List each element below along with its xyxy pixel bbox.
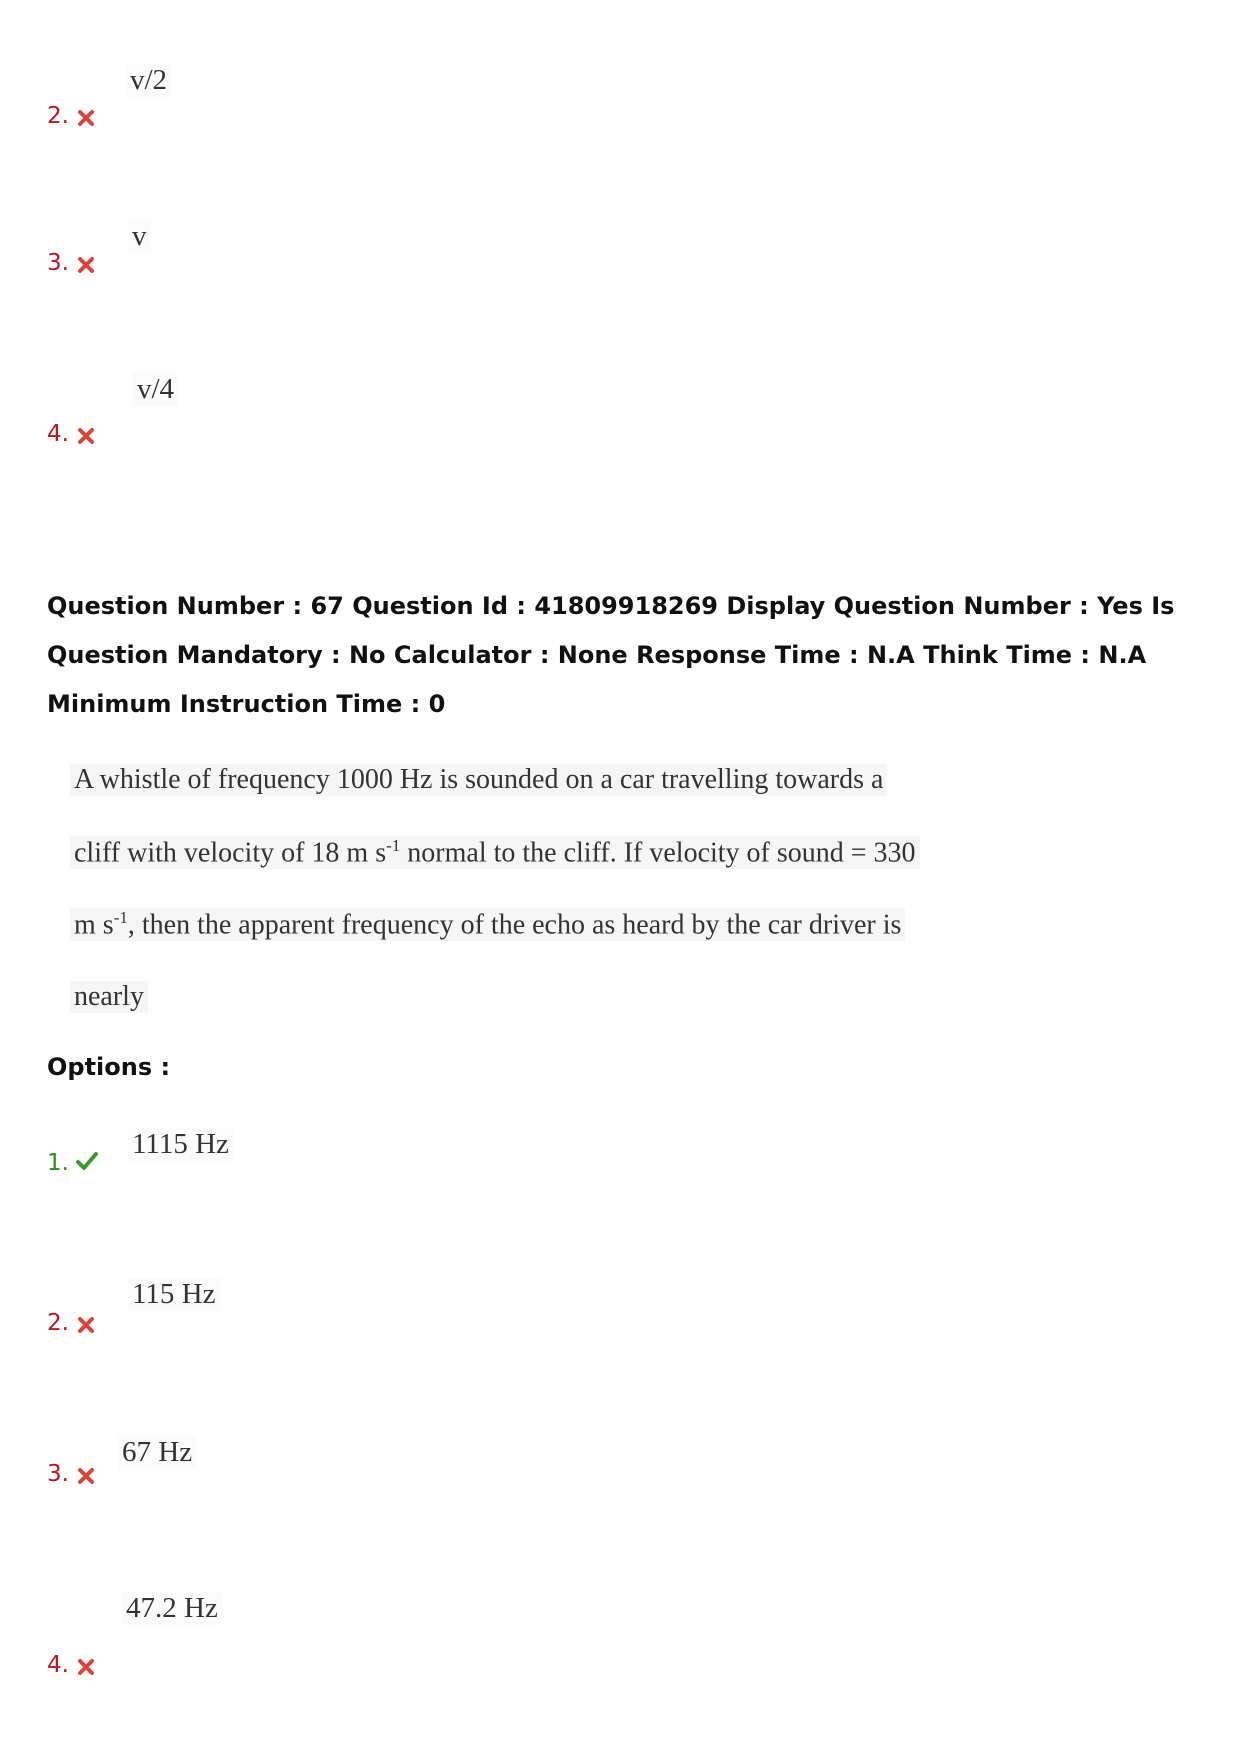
option-value: 1115 Hz bbox=[128, 1128, 233, 1161]
option-value: v bbox=[128, 220, 151, 253]
option-number: 2. bbox=[47, 103, 69, 129]
checkmark-icon bbox=[76, 1151, 98, 1171]
cross-icon bbox=[77, 427, 95, 445]
question-stem-line: A whistle of frequency 1000 Hz is sounded on a car travelling towards a bbox=[70, 764, 887, 796]
option-number: 4. bbox=[47, 421, 69, 447]
option-value: 67 Hz bbox=[118, 1436, 196, 1469]
question-stem-line: m $s^{-1}$, then the apparent frequency of the echo as heard by the car driver is bbox=[70, 908, 905, 941]
option-number: 3. bbox=[47, 1461, 69, 1487]
cross-icon bbox=[77, 109, 95, 127]
option-number: 1. bbox=[47, 1150, 69, 1176]
option-value: v/4 bbox=[133, 373, 178, 406]
question-metadata: Question Number : 67 Question Id : 41809918269 Display Question Number : Yes Is Question Mandatory : No Calculator : None Response Time : N.A Think Time : N.A Minimum Instruction Time : 0 bbox=[47, 592, 1175, 718]
option-number: 2. bbox=[47, 1310, 69, 1336]
question-stem-line: nearly bbox=[70, 981, 148, 1013]
option-value: 47.2 Hz bbox=[122, 1592, 222, 1625]
option-number: 3. bbox=[47, 250, 69, 276]
cross-icon bbox=[77, 1316, 95, 1334]
option-value: v/2 bbox=[126, 64, 171, 97]
cross-icon bbox=[77, 1658, 95, 1676]
option-value: 115 Hz bbox=[128, 1278, 220, 1311]
cross-icon bbox=[77, 256, 95, 274]
options-label: Options : bbox=[47, 1053, 171, 1081]
question-stem-line: cliff with velocity of 18 m $s^{-1}$ normal to the cliff. If velocity of sound = 330 bbox=[70, 836, 920, 869]
cross-icon bbox=[77, 1467, 95, 1485]
option-number: 4. bbox=[47, 1652, 69, 1678]
